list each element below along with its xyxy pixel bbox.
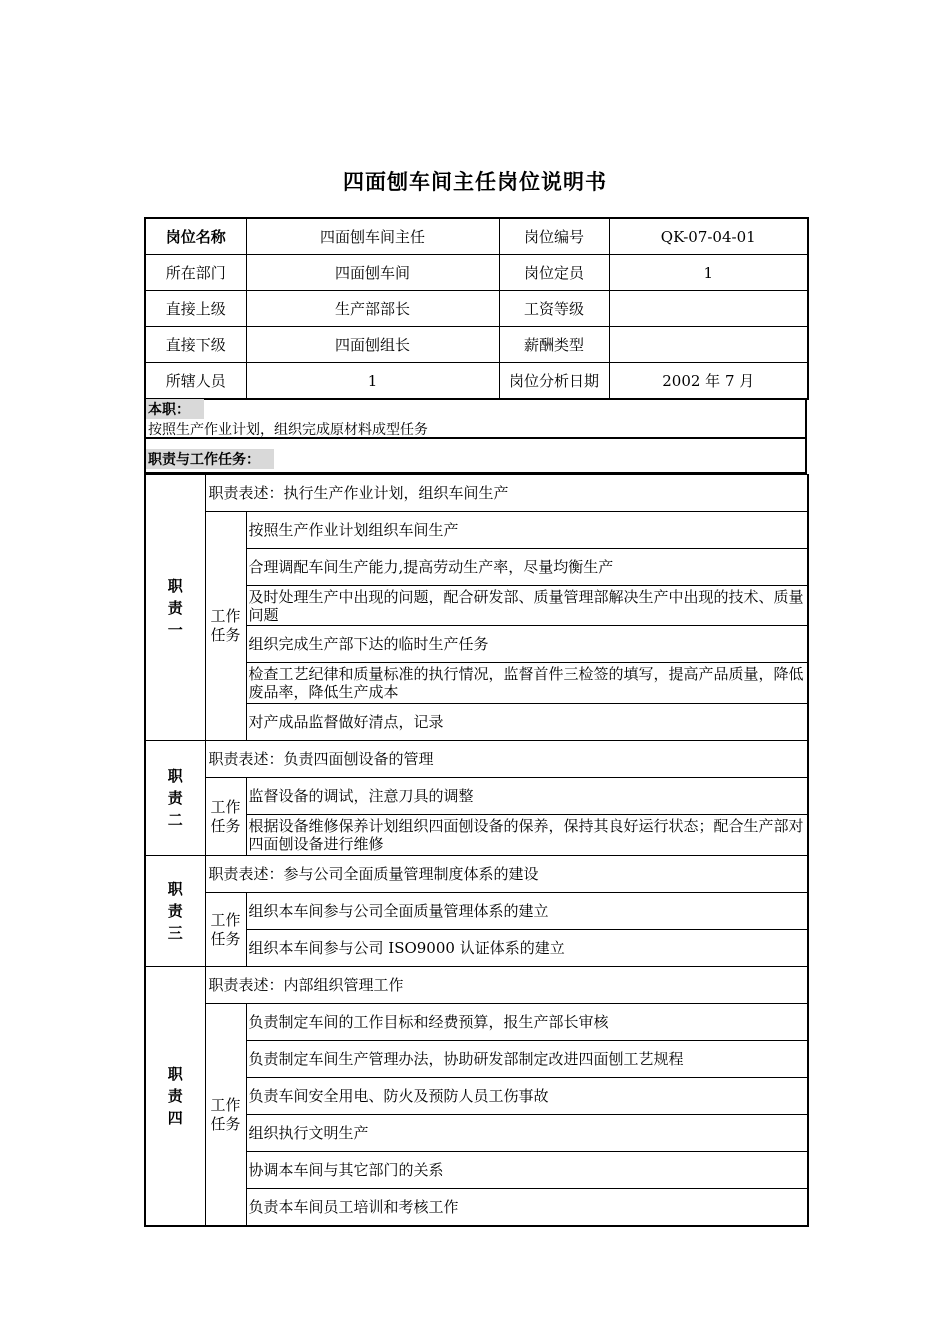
info-row bbox=[145, 218, 808, 255]
task-row bbox=[145, 893, 808, 930]
task-label-text: 工作 bbox=[210, 607, 241, 625]
duty-description: 职责表述：执行生产作业计划，组织车间生产 bbox=[205, 475, 808, 512]
duty-name bbox=[145, 741, 205, 856]
task-label-text: 工作 bbox=[210, 1095, 241, 1114]
info-label: 岗位编号 bbox=[499, 218, 609, 255]
duty-name-char: 二 bbox=[167, 811, 183, 829]
task-row bbox=[145, 1004, 808, 1041]
task-row bbox=[145, 778, 808, 815]
duties-header-section bbox=[144, 439, 807, 474]
task-label-text: 工作 bbox=[210, 797, 241, 816]
duty-name-char: 一 bbox=[167, 620, 183, 639]
task-label-text: 任务 bbox=[210, 1114, 241, 1133]
duty-name-char: 责 bbox=[167, 1087, 183, 1105]
task-item: 负责本车间员工培训和考核工作 bbox=[246, 1189, 808, 1227]
info-value bbox=[609, 291, 808, 327]
task-item: 及时处理生产中出现的问题，配合研发部、质量管理部解决生产中出现的技术、质量问题 bbox=[246, 586, 808, 626]
info-value: 2002 年 7 月 bbox=[609, 363, 808, 400]
task-label bbox=[205, 512, 246, 741]
info-row bbox=[145, 255, 808, 291]
duty-name-char: 责 bbox=[167, 789, 183, 807]
info-label: 岗位定员 bbox=[499, 255, 609, 291]
job-summary-text: 按照生产作业计划，组织完成原材料成型任务 bbox=[148, 422, 428, 438]
duty-desc-row bbox=[145, 856, 808, 893]
duty-name-char: 三 bbox=[167, 924, 183, 942]
task-label-text: 任务 bbox=[210, 929, 241, 948]
info-label: 岗位名称 bbox=[145, 218, 246, 255]
task-item: 根据设备维修保养计划组织四面刨设备的保养，保持其良好运行状态；配合生产部对四面刨设备进行维修 bbox=[246, 815, 808, 856]
duties-header: 职责与工作任务： bbox=[146, 449, 274, 469]
duty-name-char: 责 bbox=[167, 598, 183, 617]
info-value: 四面刨车间 bbox=[246, 255, 499, 291]
info-row bbox=[145, 291, 808, 327]
task-item: 负责制定车间生产管理办法，协助研发部制定改进四面刨工艺规程 bbox=[246, 1041, 808, 1078]
duty-name bbox=[145, 967, 205, 1227]
task-item: 负责车间安全用电、防火及预防人员工伤事故 bbox=[246, 1078, 808, 1115]
duty-description: 职责表述：参与公司全面质量管理制度体系的建设 bbox=[205, 856, 808, 893]
duty-name-char: 职 bbox=[167, 1065, 183, 1083]
task-item: 合理调配车间生产能力,提高劳动生产率，尽量均衡生产 bbox=[246, 549, 808, 586]
task-label-text: 任务 bbox=[210, 816, 241, 835]
info-label: 直接下级 bbox=[145, 327, 246, 363]
task-label bbox=[205, 1004, 246, 1227]
task-label-text: 任务 bbox=[210, 626, 241, 644]
info-row bbox=[145, 363, 808, 400]
info-label: 岗位分析日期 bbox=[499, 363, 609, 400]
task-item: 协调本车间与其它部门的关系 bbox=[246, 1152, 808, 1189]
duty-name-char: 责 bbox=[167, 902, 183, 920]
task-item: 组织完成生产部下达的临时生产任务 bbox=[246, 626, 808, 663]
task-item: 组织本车间参与公司全面质量管理体系的建立 bbox=[246, 893, 808, 930]
task-label-text: 工作 bbox=[210, 910, 241, 929]
task-label bbox=[205, 778, 246, 856]
info-value: 四面刨车间主任 bbox=[246, 218, 499, 255]
task-item: 对产成品监督做好清点，记录 bbox=[246, 704, 808, 741]
info-label: 直接上级 bbox=[145, 291, 246, 327]
task-item: 组织执行文明生产 bbox=[246, 1115, 808, 1152]
job-summary-section bbox=[144, 399, 807, 439]
duties-table bbox=[144, 474, 809, 1227]
duty-description: 职责表述：负责四面刨设备的管理 bbox=[205, 741, 808, 778]
info-value bbox=[609, 327, 808, 363]
info-label: 所在部门 bbox=[145, 255, 246, 291]
position-info-table bbox=[144, 217, 809, 400]
info-value: 四面刨组长 bbox=[246, 327, 499, 363]
task-item: 检查工艺纪律和质量标准的执行情况，监督首件三检签的填写，提高产品质量，降低废品率，降低生产成本 bbox=[246, 663, 808, 704]
duty-name bbox=[145, 856, 205, 967]
task-item: 监督设备的调试，注意刀具的调整 bbox=[246, 778, 808, 815]
job-summary-label: 本职： bbox=[146, 399, 204, 419]
info-value: 1 bbox=[609, 255, 808, 291]
task-row bbox=[145, 512, 808, 549]
task-label bbox=[205, 893, 246, 967]
duty-name bbox=[145, 475, 205, 741]
task-item: 组织本车间参与公司 ISO9000 认证体系的建立 bbox=[246, 930, 808, 967]
duty-name-char: 职 bbox=[167, 880, 183, 898]
info-value: QK-07-04-01 bbox=[609, 218, 808, 255]
task-item: 按照生产作业计划组织车间生产 bbox=[246, 512, 808, 549]
info-label: 所辖人员 bbox=[145, 363, 246, 400]
info-value: 1 bbox=[246, 363, 499, 400]
page-title: 四面刨车间主任岗位说明书 bbox=[343, 170, 607, 194]
info-label: 薪酬类型 bbox=[499, 327, 609, 363]
duty-desc-row bbox=[145, 475, 808, 512]
duty-name-char: 职 bbox=[167, 767, 183, 785]
task-item: 负责制定车间的工作目标和经费预算，报生产部长审核 bbox=[246, 1004, 808, 1041]
duty-name-char: 职 bbox=[167, 576, 183, 595]
duty-description: 职责表述：内部组织管理工作 bbox=[205, 967, 808, 1004]
info-row bbox=[145, 327, 808, 363]
duty-name-char: 四 bbox=[167, 1109, 183, 1127]
info-value: 生产部部长 bbox=[246, 291, 499, 327]
info-label: 工资等级 bbox=[499, 291, 609, 327]
duty-desc-row bbox=[145, 967, 808, 1004]
duty-desc-row bbox=[145, 741, 808, 778]
